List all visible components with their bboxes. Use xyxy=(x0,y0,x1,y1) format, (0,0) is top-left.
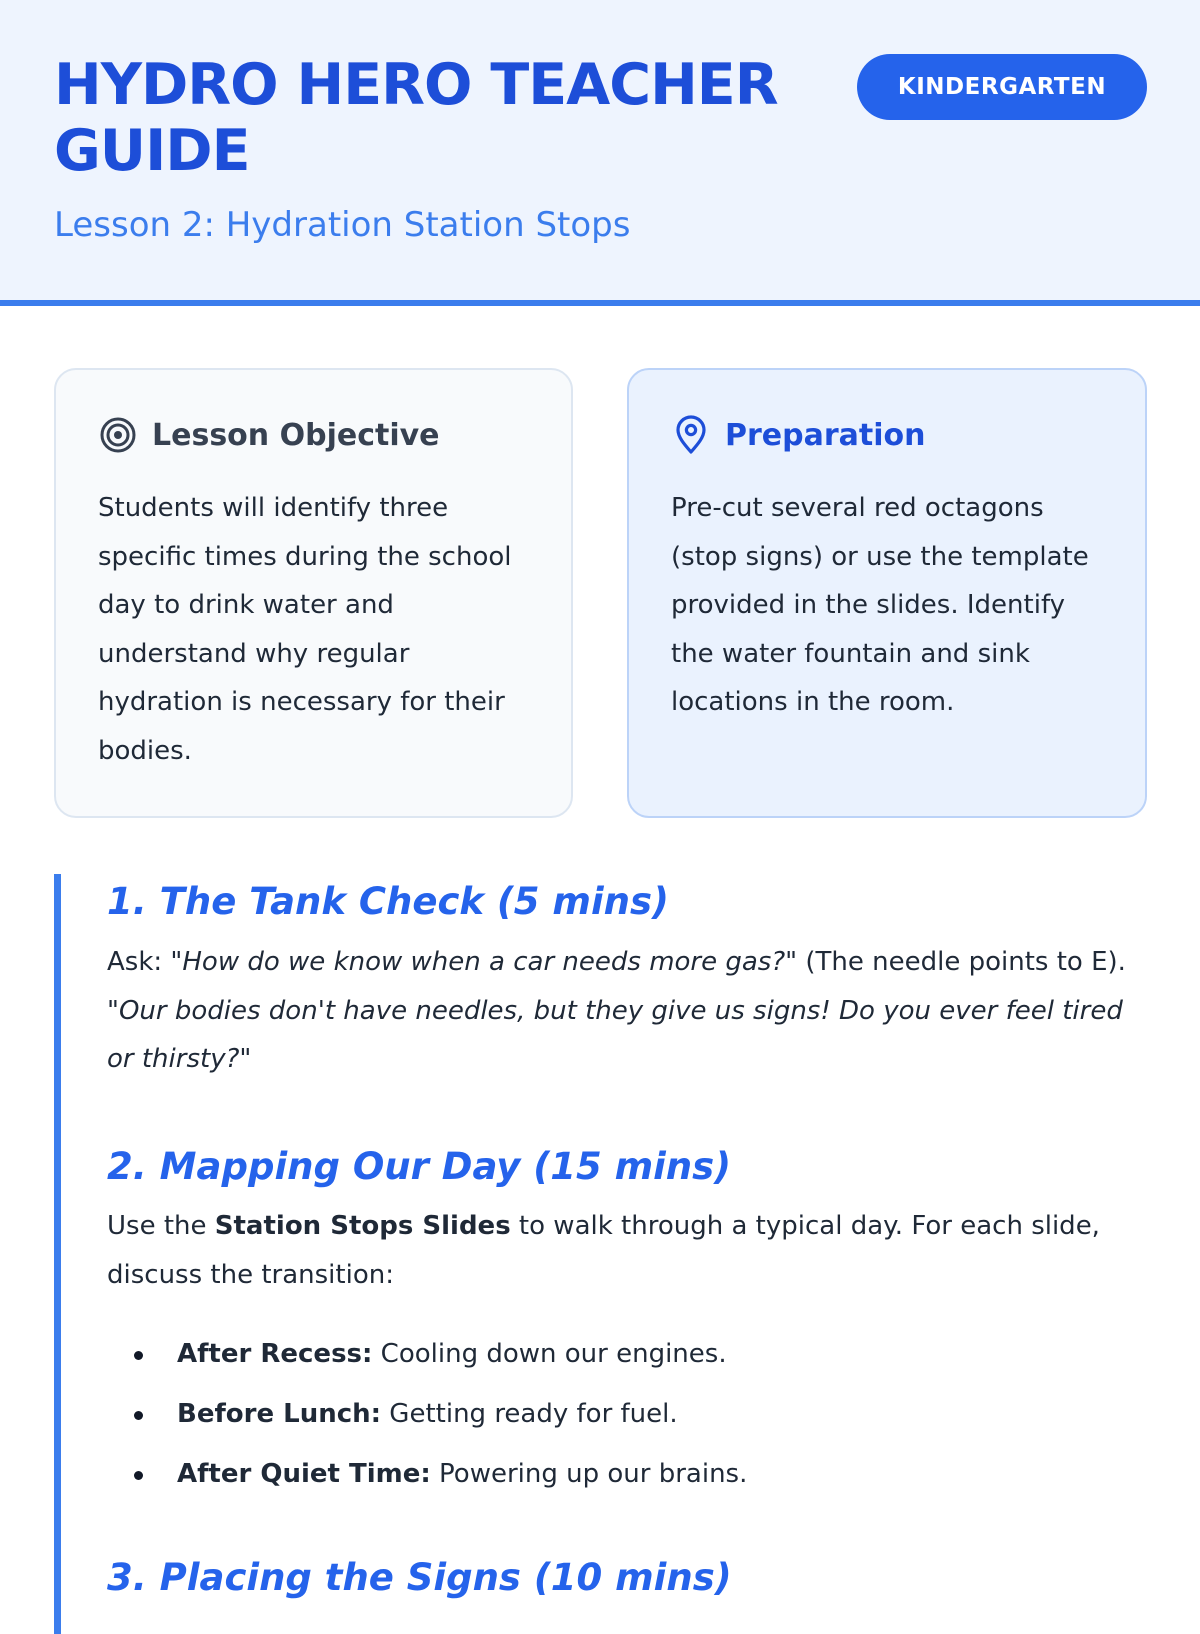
objective-title: Lesson Objective xyxy=(152,417,440,453)
list-item-text: Powering up our brains. xyxy=(430,1459,748,1489)
grade-badge: KINDERGARTEN xyxy=(857,54,1147,120)
page-title: HYDRO HERO TEACHER GUIDE xyxy=(54,52,778,184)
preparation-title: Preparation xyxy=(725,417,926,453)
step-1-lead: Ask: xyxy=(107,947,171,977)
slides-reference: Station Stops Slides xyxy=(214,1211,511,1241)
step-1-quote-1: "How do we know when a car needs more gas?" xyxy=(170,947,798,977)
step-1-quote-2: "Our bodies don't have needles, but they give us signs! Do you ever feel tired or thirsty?" xyxy=(107,995,1123,1074)
lesson-steps xyxy=(54,874,1147,1634)
objective-card xyxy=(54,368,573,818)
step-2-rest: to walk through a typical day. For each slide, discuss the transition: xyxy=(107,1211,1100,1290)
preparation-card xyxy=(627,368,1147,818)
list-item xyxy=(107,1324,1107,1384)
map-pin-icon xyxy=(671,415,711,455)
list-item-text: Cooling down our engines. xyxy=(372,1339,727,1369)
step-3-title: 3. Placing the Signs (10 mins) xyxy=(107,1556,732,1599)
lesson-subtitle: Lesson 2: Hydration Station Stops xyxy=(54,205,631,245)
step-1-title: 1. The Tank Check (5 mins) xyxy=(107,880,669,923)
page-header xyxy=(0,0,1200,306)
step-1-text xyxy=(107,938,1147,1084)
bullet-dot xyxy=(134,1411,143,1420)
list-item-text: Getting ready for fuel. xyxy=(381,1399,678,1429)
preparation-card-header xyxy=(671,413,1103,457)
list-item xyxy=(107,1384,1107,1444)
objective-card-header xyxy=(98,413,529,457)
list-item xyxy=(107,1444,1107,1504)
list-item-label: Before Lunch: xyxy=(177,1399,382,1429)
preparation-body: Pre-cut several red octagons (stop signs) or use the template provided in the slides. Identify the water fountain and sink locations in the room. xyxy=(671,493,1089,717)
bullet-dot xyxy=(134,1471,143,1480)
step-1-middle: (The needle points to E). xyxy=(797,947,1126,977)
list-item-label: After Quiet Time: xyxy=(177,1459,431,1489)
bullet-dot xyxy=(134,1351,143,1360)
transition-list xyxy=(107,1324,1107,1504)
step-2-lead: Use the xyxy=(107,1211,215,1241)
target-icon xyxy=(98,415,138,455)
objective-body: Students will identify three specific times during the school day to drink water and understand why regular hydration is necessary for their bodies. xyxy=(98,493,512,766)
list-item-label: After Recess: xyxy=(177,1339,373,1369)
step-2-title: 2. Mapping Our Day (15 mins) xyxy=(107,1145,732,1188)
step-2-text xyxy=(107,1202,1147,1299)
